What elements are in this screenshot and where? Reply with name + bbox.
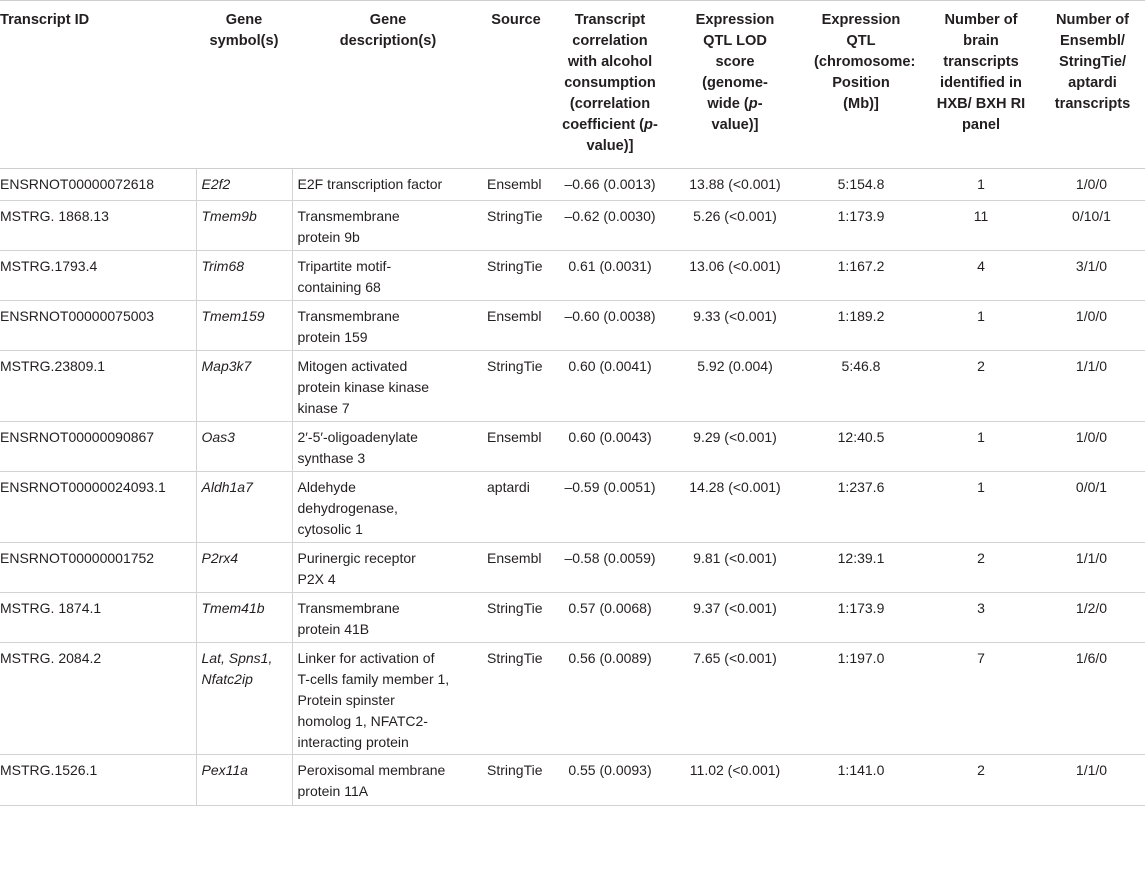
gene-description-cell [292,169,484,201]
gene-symbol-cell [196,251,292,301]
lod-score-cell: 13.88 (<0.001) [672,169,798,201]
ensembl-counts-cell: 1/1/0 [1038,543,1145,593]
transcript-id-cell: MSTRG.1793.4 [0,251,196,301]
correlation-cell: 0.61 (0.0031) [548,251,672,301]
source-cell: StringTie [484,251,548,301]
transcript-id-cell: MSTRG.23809.1 [0,351,196,422]
brain-transcripts-cell: 2 [924,755,1038,806]
table-row [0,543,1145,593]
ensembl-counts-cell: 1/2/0 [1038,593,1145,643]
correlation-cell: 0.60 (0.0041) [548,351,672,422]
gene-symbol-cell-line: P2rx4 [201,550,239,566]
gene-description-cell [292,422,484,472]
lod-score-cell: 9.29 (<0.001) [672,422,798,472]
gene-description-cell-line: T-cells family member 1, [297,671,450,687]
transcript-id-cell: ENSRNOT00000072618 [0,169,196,201]
source-cell: StringTie [484,351,548,422]
qtl-position-cell: 12:40.5 [798,422,924,472]
source-cell: StringTie [484,643,548,755]
table-body [0,169,1145,806]
ensembl-counts-cell: 0/0/1 [1038,472,1145,543]
gene-description-cell-line: protein 41B [297,621,370,637]
table-row [0,169,1145,201]
transcript-id-cell: MSTRG.1526.1 [0,755,196,806]
correlation-cell: 0.57 (0.0068) [548,593,672,643]
gene-description-cell [292,755,484,806]
table-row [0,472,1145,543]
transcript-id-cell: MSTRG. 1868.13 [0,201,196,251]
lod-score-cell: 5.92 (0.004) [672,351,798,422]
qtl-position-cell: 1:173.9 [798,593,924,643]
gene-description-cell-line: protein kinase kinase [297,379,430,395]
lod-score-cell: 9.33 (<0.001) [672,301,798,351]
source-cell: Ensembl [484,422,548,472]
transcript-id-cell: MSTRG. 1874.1 [0,593,196,643]
gene-description-cell [292,643,484,755]
ensembl-counts-cell: 1/6/0 [1038,643,1145,755]
ensembl-counts-cell: 1/0/0 [1038,422,1145,472]
qtl-position-cell: 1:197.0 [798,643,924,755]
table-row [0,301,1145,351]
gene-symbol-cell-line: Pex11a [201,762,248,778]
table-row [0,422,1145,472]
brain-transcripts-cell: 7 [924,643,1038,755]
header-ensembl-counts: Number of Ensembl/ StringTie/ aptardi transcripts [1038,1,1145,169]
lod-score-cell: 7.65 (<0.001) [672,643,798,755]
gene-symbol-cell-line: Map3k7 [201,358,252,374]
lod-score-cell: 9.81 (<0.001) [672,543,798,593]
gene-description-cell-line: protein 11A [297,783,369,799]
gene-description-cell-line: homolog 1, NFATC2- [297,713,428,729]
gene-description-cell [292,201,484,251]
lod-score-cell: 9.37 (<0.001) [672,593,798,643]
ensembl-counts-cell: 1/0/0 [1038,301,1145,351]
header-gene-symbol: Gene symbol(s) [196,1,292,169]
qtl-position-cell: 1:189.2 [798,301,924,351]
ensembl-counts-cell: 3/1/0 [1038,251,1145,301]
gene-description-cell-line: P2X 4 [297,571,336,587]
correlation-cell: –0.58 (0.0059) [548,543,672,593]
gene-description-cell-line: protein 9b [297,229,360,245]
gene-description-cell-line: Transmembrane [297,600,400,616]
gene-description-cell-line: Aldehyde [297,479,356,495]
header-source: Source [484,1,548,169]
qtl-position-cell: 1:167.2 [798,251,924,301]
brain-transcripts-cell: 11 [924,201,1038,251]
brain-transcripts-cell: 4 [924,251,1038,301]
gene-symbol-cell [196,351,292,422]
correlation-cell: –0.59 (0.0051) [548,472,672,543]
gene-symbol-cell [196,201,292,251]
gene-symbol-cell-line: Trim68 [201,258,245,274]
brain-transcripts-cell: 3 [924,593,1038,643]
source-cell: StringTie [484,755,548,806]
gene-symbol-cell [196,643,292,755]
source-cell: Ensembl [484,543,548,593]
header-correlation: Transcript correlation with alcohol consumption (correlation coefficient (p-value)] [548,1,672,169]
brain-transcripts-cell: 1 [924,422,1038,472]
gene-description-cell-line: synthase 3 [297,450,366,466]
lod-score-cell: 11.02 (<0.001) [672,755,798,806]
gene-symbol-cell [196,301,292,351]
gene-symbol-cell [196,169,292,201]
source-cell: Ensembl [484,301,548,351]
table-row [0,201,1145,251]
lod-score-cell: 14.28 (<0.001) [672,472,798,543]
brain-transcripts-cell: 1 [924,301,1038,351]
gene-description-cell-line: Mitogen activated [297,358,408,374]
qtl-position-cell: 1:173.9 [798,201,924,251]
gene-description-cell-line: 2′-5′-oligoadenylate [297,429,418,445]
correlation-cell: –0.60 (0.0038) [548,301,672,351]
gene-symbol-cell [196,593,292,643]
gene-description-cell [292,301,484,351]
qtl-position-cell: 5:154.8 [798,169,924,201]
gene-description-cell-line: Protein spinster [297,692,395,708]
table-row [0,755,1145,806]
gene-symbol-cell [196,472,292,543]
source-cell: Ensembl [484,169,548,201]
gene-description-cell-line: containing 68 [297,279,381,295]
table-row [0,351,1145,422]
gene-description-cell-line: E2F transcription factor [297,176,443,192]
gene-description-cell-line: Linker for activation of [297,650,435,666]
correlation-cell: 0.60 (0.0043) [548,422,672,472]
header-gene-description: Gene description(s) [292,1,484,169]
ensembl-counts-cell: 1/1/0 [1038,351,1145,422]
gene-symbol-cell-line: Aldh1a7 [201,479,253,495]
header-brain-transcripts: Number of brain transcripts identified in HXB/ BXH RI panel [924,1,1038,169]
gene-symbol-cell-line: Lat, Spns1, [201,650,273,666]
correlation-cell: 0.56 (0.0089) [548,643,672,755]
correlation-cell: –0.66 (0.0013) [548,169,672,201]
gene-symbol-cell-line: Tmem41b [201,600,265,616]
ensembl-counts-cell: 0/10/1 [1038,201,1145,251]
transcript-id-cell: MSTRG. 2084.2 [0,643,196,755]
gene-description-cell-line: kinase 7 [297,400,350,416]
gene-description-cell-line: Peroxisomal membrane [297,762,446,778]
header-transcript-id: Transcript ID [0,1,196,169]
transcript-id-cell: ENSRNOT00000090867 [0,422,196,472]
gene-description-cell [292,593,484,643]
gene-description-cell-line: protein 159 [297,329,368,345]
gene-description-cell-line: Transmembrane [297,308,400,324]
gene-symbol-cell [196,422,292,472]
correlation-cell: 0.55 (0.0093) [548,755,672,806]
gene-symbol-cell-line: Nfatc2ip [201,671,253,687]
source-cell: StringTie [484,593,548,643]
qtl-position-cell: 1:237.6 [798,472,924,543]
qtl-position-cell: 5:46.8 [798,351,924,422]
table-row [0,251,1145,301]
ensembl-counts-cell: 1/1/0 [1038,755,1145,806]
gene-description-cell [292,351,484,422]
gene-symbol-cell-line: Tmem9b [201,208,257,224]
header-qtl-position: Expression QTL (chromosome: Position (Mb)] [798,1,924,169]
gene-description-cell-line: cytosolic 1 [297,521,363,537]
gene-symbol-cell [196,755,292,806]
gene-description-cell-line: dehydrogenase, [297,500,398,516]
source-cell: StringTie [484,201,548,251]
brain-transcripts-cell: 1 [924,472,1038,543]
transcript-id-cell: ENSRNOT00000001752 [0,543,196,593]
gene-description-cell-line: Transmembrane [297,208,400,224]
table-row [0,643,1145,755]
ensembl-counts-cell: 1/0/0 [1038,169,1145,201]
gene-description-cell-line: interacting protein [297,734,409,750]
gene-description-cell [292,543,484,593]
gene-symbol-cell-line: E2f2 [201,176,231,192]
qtl-position-cell: 12:39.1 [798,543,924,593]
transcript-id-cell: ENSRNOT00000075003 [0,301,196,351]
brain-transcripts-cell: 2 [924,351,1038,422]
header-row [0,1,1145,169]
table-row [0,593,1145,643]
gene-description-cell-line: Purinergic receptor [297,550,416,566]
qtl-position-cell: 1:141.0 [798,755,924,806]
header-lod-score: Expression QTL LOD score (genome-wide (p-value)] [672,1,798,169]
transcript-id-cell: ENSRNOT00000024093.1 [0,472,196,543]
gene-description-cell [292,251,484,301]
source-cell: aptardi [484,472,548,543]
gene-description-cell [292,472,484,543]
correlation-cell: –0.62 (0.0030) [548,201,672,251]
lod-score-cell: 13.06 (<0.001) [672,251,798,301]
gene-symbol-cell-line: Tmem159 [201,308,265,324]
brain-transcripts-cell: 2 [924,543,1038,593]
gene-symbol-cell [196,543,292,593]
lod-score-cell: 5.26 (<0.001) [672,201,798,251]
gene-symbol-cell-line: Oas3 [201,429,235,445]
gene-description-cell-line: Tripartite motif- [297,258,392,274]
brain-transcripts-cell: 1 [924,169,1038,201]
